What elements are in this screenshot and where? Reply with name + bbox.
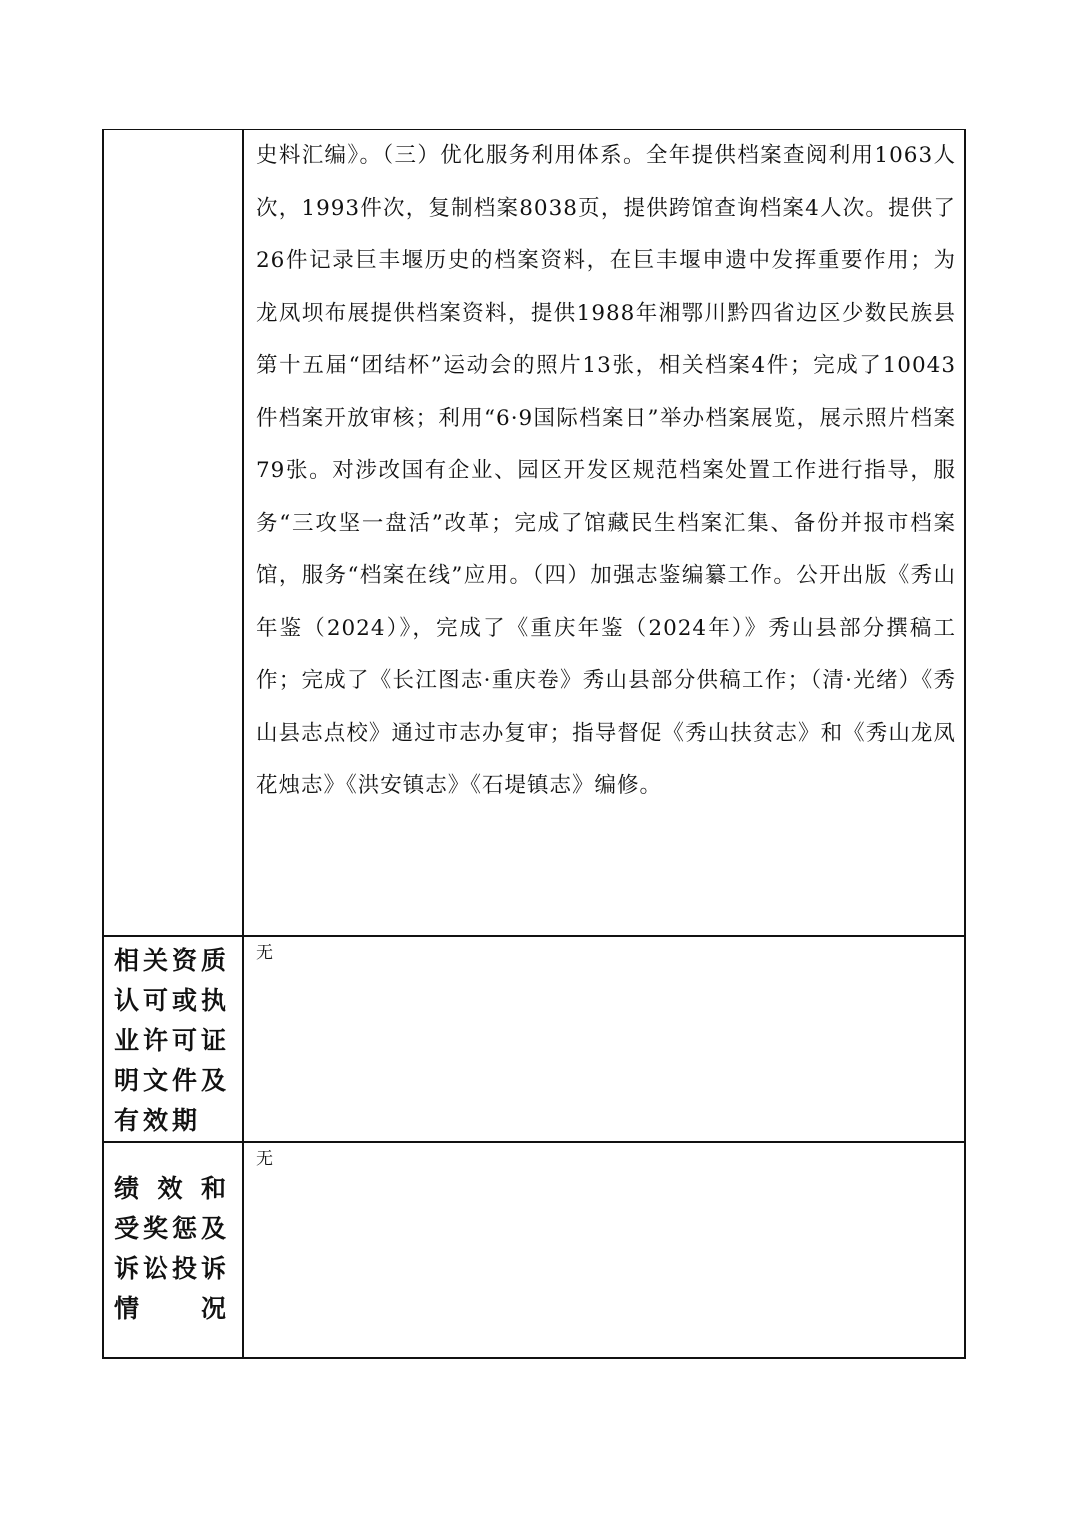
qualification-row	[103, 936, 965, 1142]
qualification-value: 无	[256, 943, 273, 963]
qualification-label-cell	[103, 936, 243, 1142]
performance-row	[103, 1142, 965, 1358]
performance-label-char-1: 绩	[114, 1174, 144, 1203]
performance-value: 无	[256, 1149, 273, 1169]
work-summary-cell	[243, 130, 965, 937]
performance-label-char-5: 况	[200, 1294, 230, 1323]
qualification-label: 相关资质 认可或执 业许可证 明文件及 有效期	[114, 946, 231, 1135]
work-summary-text: 史料汇编》。（三）优化服务利用体系。全年提供档案查阅利用1063人次，1993件次，复制档案8038页，提供跨馆查询档案4人次。提供了26件记录巨丰堰历史的档案资料，在巨丰堰申遗中发挥重要作用；为龙凤坝布展提供档案资料，提供1988年湘鄂川黔四省边区少数民族县第十五届“团结杯”运动会的照片13张，相关档案4件；完成了10043件档案开放审核；利用“6·9国际档案日”举办档案展览，展示照片档案79张。对涉改国有企业、园区开发区规范档案处置工作进行指导，服务“三攻坚一盘活”改革；完成了馆藏民生档案汇集、备份并报市档案馆，服务“档案在线”应用。（四）加强志鉴编纂工作。公开出版《秀山年鉴（2024）》，完成了《重庆年鉴（2024年）》秀山县部分撰稿工作；完成了《长江图志·重庆卷》秀山县部分供稿工作；（清·光绪）《秀山县志点校》通过市志办复审；指导督促《秀山扶贫志》和《秀山龙凤花烛志》《洪安镇志》《石堤镇志》编修。	[256, 143, 956, 798]
performance-label-cell	[103, 1142, 243, 1358]
empty-label-cell	[103, 130, 243, 937]
performance-label-line-4	[114, 1289, 236, 1329]
performance-label-char-2: 效	[157, 1174, 187, 1203]
qualification-value-cell	[243, 936, 965, 1142]
work-summary-row	[103, 130, 965, 937]
performance-label-line-1	[114, 1169, 236, 1209]
info-table	[102, 129, 966, 1359]
performance-value-cell	[243, 1142, 965, 1358]
performance-label-char-3: 和	[200, 1174, 230, 1203]
performance-label: 绩 效 和 受奖惩及 诉讼投诉 情 况	[104, 1143, 242, 1329]
performance-label-char-4: 情	[114, 1294, 144, 1323]
